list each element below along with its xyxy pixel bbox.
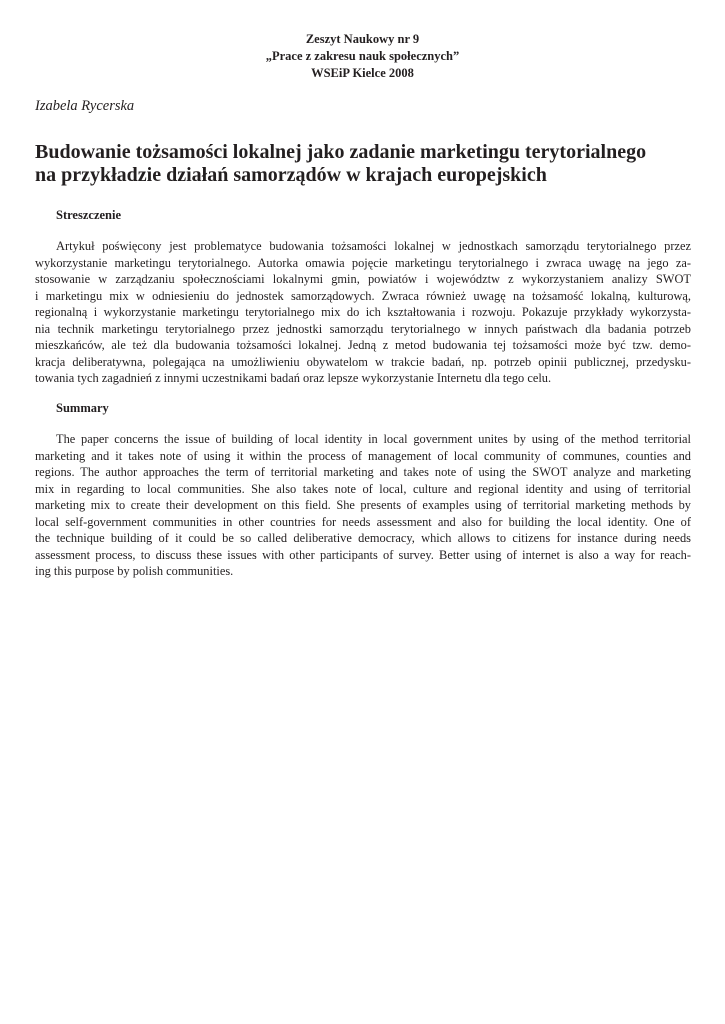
abstract-line: ing this purpose by polish communities. (35, 564, 234, 578)
abstract-line: regionalną i wykorzystanie marketingu terytorialnego mix do ich kształtowania i rozwoju. Pokazuje przykłady wykorzysta- (35, 305, 691, 319)
abstract-line: wykorzystanie marketingu terytorialnego. Autorka omawia pojęcie marketingu terytorialnego i zwraca uwagę na jego za- (35, 255, 691, 270)
abstract-line: towania tych zagadnień z innymi uczestnikami badań oraz lepsze wykorzystanie Internetu dla tego celu. (35, 371, 552, 385)
abstract-line: mieszkańców, ale też dla budowania tożsamości lokalnej. Jedną z metod budowania tej tożsamości może być tzw. demo- (35, 338, 691, 352)
abstract-pl-heading: Streszczenie (56, 208, 122, 222)
abstract-line: i marketingu mix w odniesieniu do jednostek samorządowych. Zwraca również uwagę na tożsamość lokalną, kulturową, (35, 288, 691, 303)
paper-title (35, 141, 695, 187)
journal-publisher: WSEiP Kielce 2008 (311, 66, 414, 80)
author-name: Izabela Rycerska (35, 98, 135, 114)
abstract-line: regions. The author approaches the term of territorial marketing and takes note of using the SWOT analyze and marketing (35, 465, 691, 479)
abstract-line: local self-government communities in other countries for needs assessment and also for building the local identity. One of (35, 514, 691, 529)
abstract-line: the technique building of it could be so called deliberative democracy, which allows to citizens for instance during needs (35, 531, 691, 545)
abstract-line: marketing mix to create their development on this field. She presents of examples using of territorial marketing methods by (35, 498, 691, 512)
abstract-en-heading: Summary (56, 401, 109, 415)
journal-header (0, 31, 725, 82)
paper-title-line: Budowanie tożsamości lokalnej jako zadanie marketingu terytorialnego (35, 141, 647, 163)
journal-series: „Prace z zakresu nauk społecznych” (265, 49, 460, 63)
journal-name: Zeszyt Naukowy nr 9 (305, 32, 420, 46)
abstract-line: mix in regarding to local communities. She also takes note of local, culture and regional identity and using of territorial (35, 481, 691, 496)
abstract-line: marketing and it takes note of using it within the process of management of local community of communes, counties and (35, 448, 691, 463)
abstract-en (35, 431, 691, 580)
abstract-line: Artykuł poświęcony jest problematyce budowania tożsamości lokalnej w jednostkach samorządu terytorialnego przez (56, 239, 691, 253)
abstract-line: assessment process, to discuss these issues with other participants of survey. Better using of internet is also a way for reach- (35, 547, 691, 562)
abstract-line: kracja deliberatywna, polegająca na umożliwieniu obywatelom w trakcie badań, np. potrzeb opinii publicznej, przedysku- (35, 354, 691, 369)
paper-title-line: na przykładzie działań samorządów w krajach europejskich (35, 164, 547, 186)
abstract-pl (35, 238, 691, 387)
abstract-line: stosowanie w zarządzaniu społecznościami lokalnymi gmin, powiatów i województw z wykorzystaniem analizy SWOT (35, 272, 691, 286)
abstract-line: nia technik marketingu terytorialnego przez jednostki samorządu terytorialnego w innych państwach dla badania potrzeb (35, 321, 691, 336)
abstract-line: The paper concerns the issue of building of local identity in local government unites by using of the method territorial (56, 432, 691, 446)
